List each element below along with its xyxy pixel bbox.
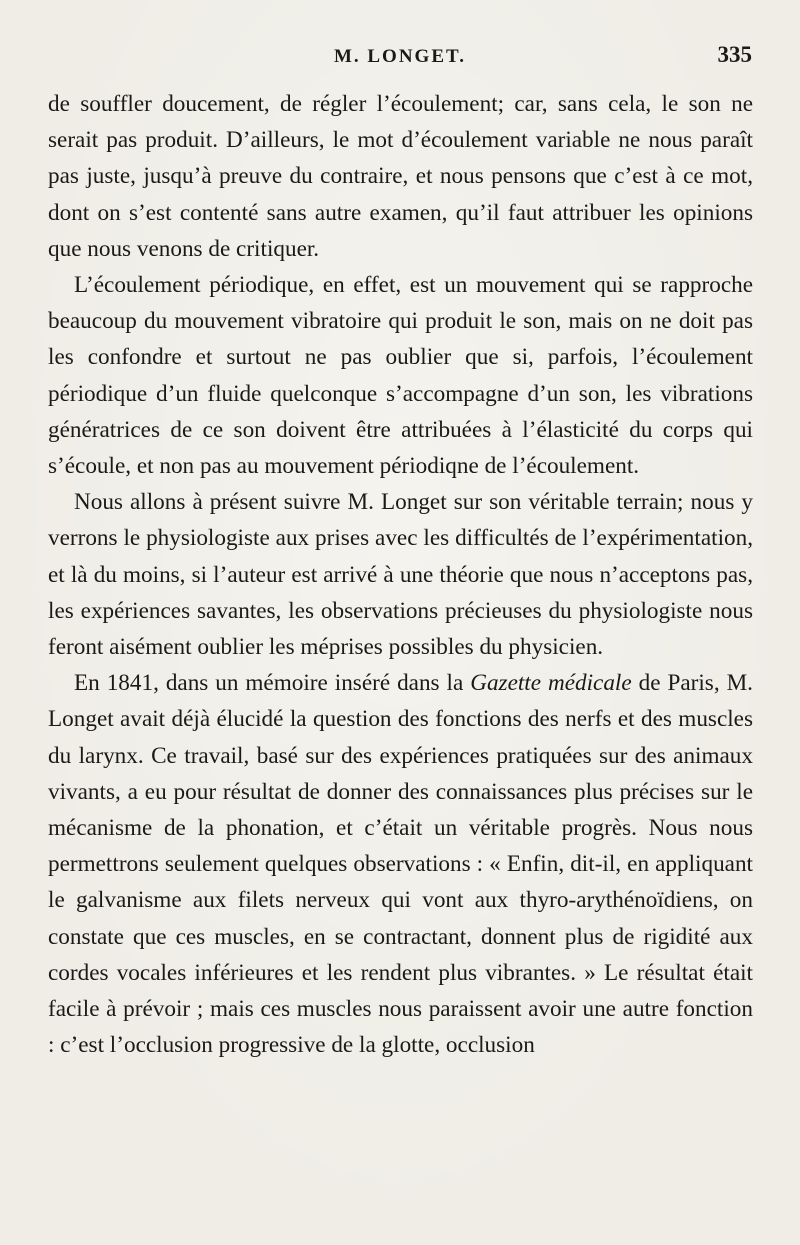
paragraph-4-start: En 1841, dans un mémoire inséré dans la [74, 670, 471, 697]
paragraph-4 [48, 665, 753, 1063]
body-text [48, 86, 753, 1063]
paragraph-2: L’écoulement périodique, en effet, est un mouvement qui se rapproche beaucoup du mouvement vibratoire qui produit le son, mais on ne doit pas les confondre et surtout ne pas oublier que si, parfois, l’écoulement périodique d’un fluide quelconque s’accompagne d’un son, les vibrations génératrices de ce son doivent être attribuées à l’élasticité du corps qui s’écoule, et non pas au mouvement périodiqne de l’écoulement. [48, 272, 753, 480]
paragraph-4-rest: de Paris, M. Longet avait déjà élucidé la question des fonctions des nerfs et des muscles du larynx. Ce travail, basé sur des expériences pratiquées sur des animaux vivants, a eu pour résultat de donner des connaissances plus précises sur le mécanisme de la phonation, et c’était un véritable progrès. Nous nous permettrons seulement quelques observations : « Enfin, dit-il, en appliquant le galvanisme aux filets nerveux qui vont aux thyro-arythénoïdiens, on constate que ces muscles, en se contractant, donnent plus de rigidité aux cordes vocales inférieures et les rendent plus vibrantes. » Le résultat était facile à prévoir ; mais ces muscles nous paraissent avoir une autre fonction : c’est l’occlusion progressive de la glotte, occlusion [48, 670, 753, 1059]
page-number: 335 [717, 42, 752, 67]
paragraph-1: de souffler doucement, de régler l’écoulement; car, sans cela, le son ne serait pas produit. D’ailleurs, le mot d’écoulement variable ne nous paraît pas juste, jusqu’à preuve du contraire, et nous pensons que c’est à ce mot, dont on s’est contenté sans autre examen, qu’il faut attribuer les opinions que nous venons de critiquer. [48, 91, 753, 262]
journal-title: Gazette médicale [470, 670, 632, 697]
page-header [0, 42, 800, 76]
running-head: M. LONGET. [333, 46, 467, 67]
paragraph-3: Nous allons à présent suivre M. Longet sur son véritable terrain; nous y verrons le physiologiste aux prises avec les difficultés de l’expérimentation, et là du moins, si l’auteur est arrivé à une théorie que nous n’acceptons pas, les expériences savantes, les observations précieuses du physiologiste nous feront aisément oublier les méprises possibles du physicien. [48, 489, 753, 661]
